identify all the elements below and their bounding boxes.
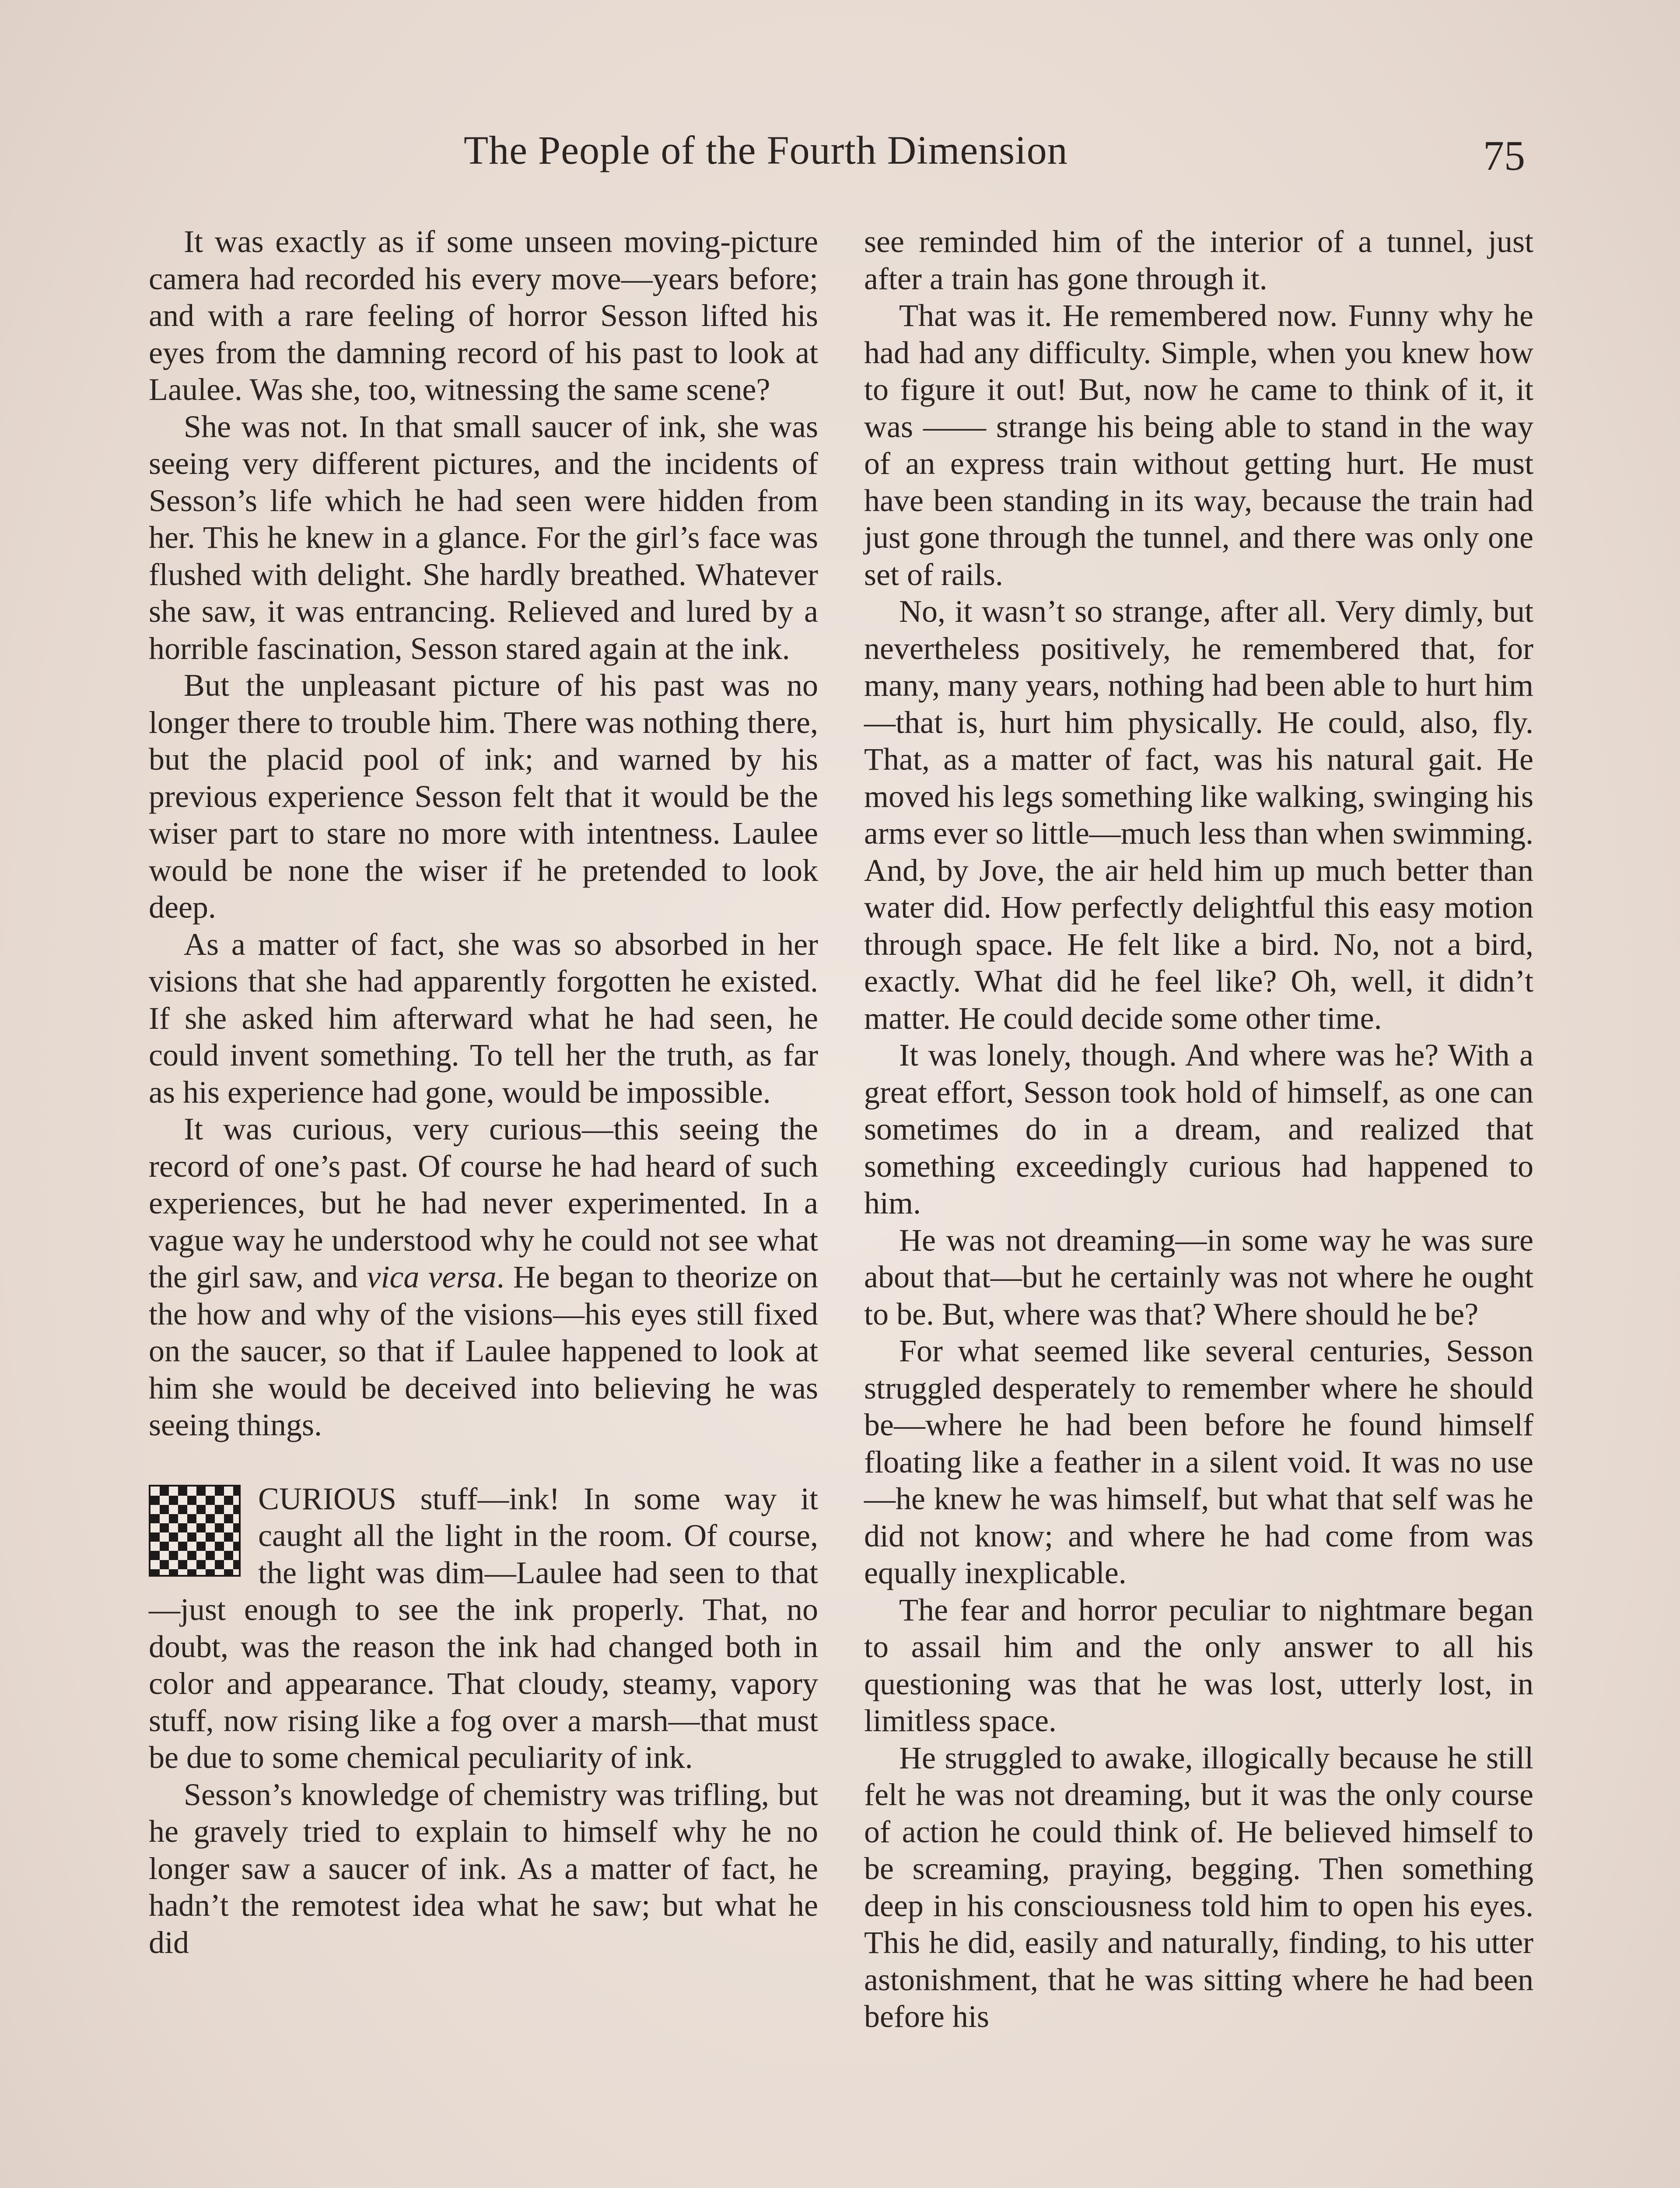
- page-number: 75: [1483, 132, 1525, 179]
- paragraph: The fear and horror peculiar to nightmare began to assail him and the only answer to all his questioning was that he was lost, utterly lost, in limitless space.: [864, 1592, 1533, 1738]
- checkered-ornament-icon: [149, 1485, 241, 1577]
- running-head: The People of the Fourth Dimension: [464, 128, 1068, 172]
- left-column: [149, 223, 818, 1961]
- paragraph-text: . He began to theorize on the how and why of the visions—his eyes still fixed on the saucer, so that if Laulee happened to look at him she would be deceived into believing he was seeing things.: [149, 1259, 819, 1442]
- paragraph: That was it. He remembered now. Funny why he had had any difficulty. Simple, when you knew how to figure it out! But, now he came to think of it, it was —— strange his being able to stand in the way of an express train without getting hurt. He must have been standing in its way, because the train had just gone through the tunnel, and there was only one set of rails.: [864, 298, 1533, 592]
- paragraph: He was not dreaming—in some way he was sure about that—but he certainly was not where he ought to be. But, where was that? Where should he be?: [864, 1222, 1533, 1332]
- paragraph: see reminded him of the interior of a tunnel, just after a train has gone through it.: [864, 224, 1533, 296]
- italic-text: vica versa: [367, 1259, 497, 1294]
- paragraph: For what seemed like several centuries, Sesson struggled desperately to remember where he should be—where he had been before he found himself floating like a feather in a silent void. It was no use—he knew he was himself, but what that self was he did not know; and where he had come from was equally inexplicable.: [864, 1333, 1533, 1590]
- section-start-paragraph: [149, 1480, 818, 1776]
- paragraph: No, it wasn’t so strange, after all. Very dimly, but nevertheless positively, he remembered that, for many, many years, nothing had been able to hurt him—that is, hurt him physically. He could, also, fly. That, as a matter of fact, was his natural gait. He moved his legs something like walking, swinging his arms ever so little—much less than when swimming. And, by Jove, the air held him up much better than water did. How perfectly delightful this easy motion through space. He felt like a bird. No, not a bird, exactly. What did he feel like? Oh, well, it didn’t matter. He could decide some other time.: [864, 594, 1533, 1036]
- paragraph: He struggled to awake, illogically because he still felt he was not dreaming, but it was the only course of action he could think of. He believed himself to be screaming, praying, begging. Then something deep in his consciousness told him to open his eyes. This he did, easily and naturally, finding, to his utter astonishment, that he was sitting where he had been before his: [864, 1740, 1533, 2034]
- paragraph: As a matter of fact, she was so absorbed in her visions that she had apparently forgotten he existed. If she asked him afterward what he had seen, he could invent something. To tell her the truth, as far as his experience had gone, would be impossible.: [149, 926, 818, 1110]
- paragraph-text: CURIOUS stuff—ink! In some way it caught all the light in the room. Of course, the light was dim—Laulee had seen to that—just enough to see the ink properly. That, no doubt, was the reason the ink had changed both in color and appearance. That cloudy, steamy, vapory stuff, now rising like a fog over a marsh—that must be due to some chemical peculiarity of ink.: [149, 1481, 818, 1775]
- paragraph: It was exactly as if some unseen moving-picture camera had recorded his every move—years before; and with a rare feeling of horror Sesson lifted his eyes from the damning record of his past to look at Laulee. Was she, too, witnessing the same scene?: [149, 224, 818, 407]
- paragraph: [149, 1111, 818, 1444]
- right-column: [864, 223, 1533, 2035]
- paragraph: Sesson’s knowledge of chemistry was trifling, but he gravely tried to explain to himself why he no longer saw a saucer of ink. As a matter of fact, he hadn’t the remotest idea what he saw; but what he did: [149, 1777, 818, 1960]
- paragraph: She was not. In that small saucer of ink, she was seeing very different pictures, and the incidents of Sesson’s life which he had seen were hidden from her. This he knew in a glance. For the girl’s face was flushed with delight. She hardly breathed. Whatever she saw, it was entrancing. Relieved and lured by a horrible fascination, Sesson stared again at the ink.: [149, 409, 818, 666]
- paragraph-text: It was curious, very curious—this seeing the record of one’s past. Of course he had heard of such experiences, but he had never experimented. In a vague way he understood why he could not see what the girl saw, and: [149, 1112, 818, 1294]
- paragraph: But the unpleasant picture of his past was no longer there to trouble him. There was nothing there, but the placid pool of ink; and warned by his previous experience Sesson felt that it would be the wiser part to stare no more with intentness. Laulee would be none the wiser if he pretended to look deep.: [149, 668, 818, 925]
- paragraph: It was lonely, though. And where was he? With a great effort, Sesson took hold of himself, as one can sometimes do in a dream, and realized that something exceedingly curious had happened to him.: [864, 1038, 1533, 1220]
